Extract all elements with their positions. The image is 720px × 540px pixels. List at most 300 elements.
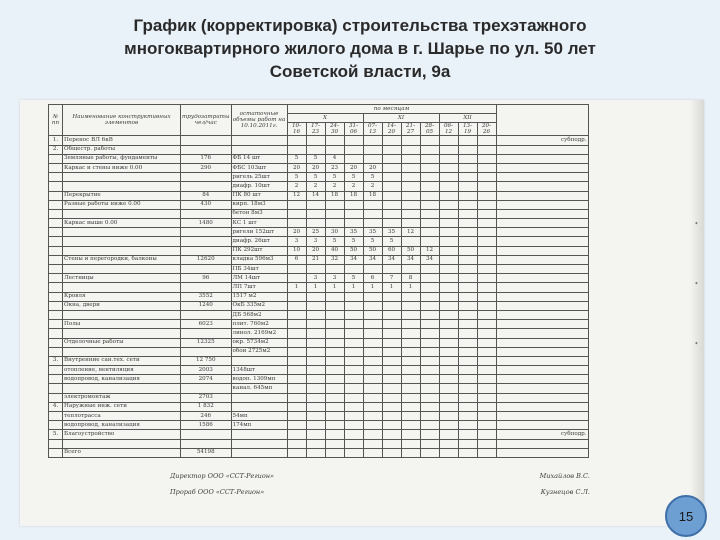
week-cell (458, 338, 477, 347)
week-cell: 18 (344, 191, 363, 200)
week-cell (458, 200, 477, 209)
week-cell: 2 (306, 182, 325, 191)
week-cell (382, 265, 401, 274)
week-cell (325, 412, 344, 421)
week-cell (306, 145, 325, 154)
week-cell: 1 (363, 283, 382, 292)
labor-cost (181, 182, 232, 191)
week-cell (458, 375, 477, 384)
week-cell: 5 (287, 154, 306, 163)
week-cell (477, 145, 496, 154)
row-note (496, 412, 588, 421)
week-cell (477, 209, 496, 218)
week-cell (458, 191, 477, 200)
remaining-volume (231, 145, 287, 154)
row-number (49, 209, 63, 218)
week-cell (325, 200, 344, 209)
row-note (496, 329, 588, 338)
week-cell (477, 200, 496, 209)
week-cell (477, 448, 496, 457)
row-number (49, 255, 63, 264)
element-name (63, 173, 181, 182)
week-cell (420, 182, 439, 191)
week-cell (382, 200, 401, 209)
element-name: Перекрытие (63, 191, 181, 200)
row-number (49, 301, 63, 310)
week-cell: 5 (382, 237, 401, 246)
week-cell (420, 292, 439, 301)
week-cell (325, 384, 344, 393)
labor-cost: 2703 (181, 393, 232, 402)
element-name (63, 237, 181, 246)
week-cell (306, 439, 325, 448)
labor-cost (181, 430, 232, 439)
week-cell (344, 439, 363, 448)
row-number (49, 421, 63, 430)
week-cell: 34 (401, 255, 420, 264)
table-row (49, 191, 589, 200)
week-cell (344, 356, 363, 365)
signature-row (170, 488, 590, 504)
week-cell (439, 200, 458, 209)
week-cell (420, 237, 439, 246)
week-cell (439, 329, 458, 338)
row-number (49, 448, 63, 457)
week-cell (306, 366, 325, 375)
labor-cost (181, 347, 232, 356)
week-cell (344, 320, 363, 329)
week-cell (439, 356, 458, 365)
week-cell: 14 (306, 191, 325, 200)
week-header: 28-05 (420, 123, 439, 136)
week-cell: 34 (363, 255, 382, 264)
week-cell (458, 412, 477, 421)
week-cell (439, 402, 458, 411)
row-note (496, 366, 588, 375)
week-cell (382, 421, 401, 430)
week-cell (439, 292, 458, 301)
row-note (496, 439, 588, 448)
week-cell (382, 356, 401, 365)
week-header: 14-20 (382, 123, 401, 136)
week-cell (306, 356, 325, 365)
week-cell (306, 412, 325, 421)
week-cell (420, 347, 439, 356)
week-cell: 60 (382, 246, 401, 255)
element-name: отопление, вентиляция (63, 366, 181, 375)
week-cell: 5 (344, 237, 363, 246)
title-line-1: График (корректировка) строительства трехэтажного (133, 16, 587, 35)
row-note (496, 274, 588, 283)
row-number (49, 366, 63, 375)
week-cell (458, 246, 477, 255)
week-cell (458, 154, 477, 163)
week-cell (439, 301, 458, 310)
element-name: Всего (63, 448, 181, 457)
week-cell (287, 412, 306, 421)
week-cell: 20 (287, 228, 306, 237)
week-cell (401, 173, 420, 182)
title-line-3: Советской власти, 9а (269, 62, 451, 81)
row-number (49, 219, 63, 228)
week-cell (477, 292, 496, 301)
week-cell (325, 145, 344, 154)
week-cell: 18 (325, 191, 344, 200)
row-number: 3. (49, 356, 63, 365)
week-cell (306, 375, 325, 384)
week-cell (306, 402, 325, 411)
remaining-volume: канал. 645мп (231, 384, 287, 393)
remaining-volume: кирп. 18м3 (231, 200, 287, 209)
week-cell (325, 136, 344, 145)
week-cell (306, 393, 325, 402)
week-cell (477, 228, 496, 237)
signature-title: Прораб ООО «ССТ-Регион» (170, 488, 265, 496)
week-cell (344, 402, 363, 411)
row-number (49, 384, 63, 393)
week-cell: 1 (344, 283, 363, 292)
week-cell (382, 191, 401, 200)
week-cell (401, 430, 420, 439)
row-number (49, 228, 63, 237)
week-cell (420, 384, 439, 393)
row-note (496, 402, 588, 411)
week-cell (458, 320, 477, 329)
week-cell (382, 301, 401, 310)
week-cell (420, 228, 439, 237)
week-cell (401, 356, 420, 365)
week-cell (477, 366, 496, 375)
week-cell (477, 329, 496, 338)
week-header: 10-16 (287, 123, 306, 136)
header-months: по месяцам (287, 105, 496, 114)
week-cell: 18 (363, 191, 382, 200)
labor-cost (181, 329, 232, 338)
week-cell (382, 393, 401, 402)
signature-row (170, 472, 590, 488)
row-number (49, 292, 63, 301)
week-cell (477, 402, 496, 411)
labor-cost: 12620 (181, 255, 232, 264)
week-cell (382, 292, 401, 301)
row-note (496, 182, 588, 191)
week-cell (363, 402, 382, 411)
week-cell (401, 448, 420, 457)
week-cell (287, 448, 306, 457)
week-cell (401, 347, 420, 356)
week-cell (382, 320, 401, 329)
week-cell (363, 366, 382, 375)
week-cell: 2 (287, 182, 306, 191)
week-cell (363, 200, 382, 209)
row-note (496, 173, 588, 182)
week-cell (458, 366, 477, 375)
remaining-volume: бетон 8м3 (231, 209, 287, 218)
week-cell (439, 173, 458, 182)
week-cell (344, 265, 363, 274)
week-cell (382, 412, 401, 421)
week-cell (325, 366, 344, 375)
week-cell (325, 292, 344, 301)
element-name: теплотрасса (63, 412, 181, 421)
remaining-volume: ОкБ 335м2 (231, 301, 287, 310)
week-cell (477, 301, 496, 310)
week-cell (420, 412, 439, 421)
table-row (49, 145, 589, 154)
week-cell (458, 421, 477, 430)
week-cell (458, 301, 477, 310)
row-number (49, 182, 63, 191)
row-note (496, 200, 588, 209)
week-cell (458, 255, 477, 264)
row-number (49, 412, 63, 421)
week-cell (382, 182, 401, 191)
week-cell (363, 375, 382, 384)
week-cell (287, 375, 306, 384)
scanned-schedule (20, 100, 704, 526)
labor-cost: 84 (181, 191, 232, 200)
element-name: Земляные работы, фундаменты (63, 154, 181, 163)
table-row (49, 393, 589, 402)
remaining-volume: кладка 596м3 (231, 255, 287, 264)
week-cell: 12 (287, 191, 306, 200)
element-name (63, 347, 181, 356)
week-cell: 20 (363, 163, 382, 172)
table-row (49, 448, 589, 457)
week-cell (287, 136, 306, 145)
week-cell (420, 448, 439, 457)
week-cell (325, 301, 344, 310)
labor-cost: 246 (181, 412, 232, 421)
week-cell: 20 (287, 163, 306, 172)
row-note (496, 338, 588, 347)
week-cell: 7 (382, 274, 401, 283)
week-cell (363, 356, 382, 365)
remaining-volume (231, 356, 287, 365)
week-cell: 34 (420, 255, 439, 264)
week-cell (382, 338, 401, 347)
week-cell (344, 136, 363, 145)
remaining-volume: линол. 2169м2 (231, 329, 287, 338)
week-cell (477, 255, 496, 264)
row-note (496, 393, 588, 402)
remaining-volume: плит. 760м2 (231, 320, 287, 329)
week-header: 17-23 (306, 123, 325, 136)
week-cell (477, 136, 496, 145)
week-cell (306, 329, 325, 338)
table-row (49, 237, 589, 246)
row-number (49, 329, 63, 338)
remaining-volume: ригель 25шт (231, 173, 287, 182)
week-cell: 20 (306, 163, 325, 172)
week-cell (287, 209, 306, 218)
week-header: 24-30 (325, 123, 344, 136)
week-cell (401, 200, 420, 209)
week-cell (439, 347, 458, 356)
week-header: 21-27 (401, 123, 420, 136)
labor-cost (181, 209, 232, 218)
week-cell (439, 265, 458, 274)
row-note (496, 375, 588, 384)
week-cell (287, 356, 306, 365)
week-cell (382, 384, 401, 393)
week-cell (420, 338, 439, 347)
week-cell (363, 412, 382, 421)
week-cell (420, 301, 439, 310)
remaining-volume: водоп. 1309мп (231, 375, 287, 384)
element-name: Лестницы (63, 274, 181, 283)
remaining-volume (231, 448, 287, 457)
week-cell: 12 (420, 246, 439, 255)
week-cell (382, 310, 401, 319)
row-number (49, 237, 63, 246)
week-cell (458, 448, 477, 457)
week-cell (306, 200, 325, 209)
remaining-volume: 1348шт (231, 366, 287, 375)
week-cell: 5 (306, 154, 325, 163)
week-cell (458, 237, 477, 246)
row-note (496, 421, 588, 430)
week-cell (477, 338, 496, 347)
week-cell (306, 209, 325, 218)
week-cell (382, 219, 401, 228)
week-cell (363, 265, 382, 274)
week-cell (344, 421, 363, 430)
week-cell (420, 402, 439, 411)
week-cell (401, 191, 420, 200)
week-cell (325, 375, 344, 384)
labor-cost (181, 228, 232, 237)
week-cell (439, 136, 458, 145)
week-cell (477, 246, 496, 255)
week-cell (420, 219, 439, 228)
week-cell (401, 338, 420, 347)
labor-cost: 1480 (181, 219, 232, 228)
week-cell (344, 292, 363, 301)
week-cell (287, 430, 306, 439)
week-cell (439, 310, 458, 319)
week-cell: 5 (325, 173, 344, 182)
week-cell (287, 329, 306, 338)
week-cell (363, 393, 382, 402)
labor-cost (181, 384, 232, 393)
signature-block (170, 472, 590, 504)
week-cell (458, 228, 477, 237)
week-cell (287, 402, 306, 411)
table-row (49, 219, 589, 228)
row-note (496, 209, 588, 218)
week-cell: 6 (363, 274, 382, 283)
remaining-volume: ПБ 34шт (231, 265, 287, 274)
week-header: 07-13 (363, 123, 382, 136)
table-row (49, 246, 589, 255)
week-cell (420, 366, 439, 375)
week-cell (287, 393, 306, 402)
week-cell (325, 448, 344, 457)
table-row (49, 200, 589, 209)
title-line-2: многоквартирного жилого дома в г. Шарье по ул. 50 лет (124, 39, 596, 58)
week-cell (420, 154, 439, 163)
week-cell (325, 219, 344, 228)
labor-cost: 430 (181, 200, 232, 209)
table-row (49, 292, 589, 301)
row-number: 4. (49, 402, 63, 411)
header-no: № пп (49, 105, 63, 136)
row-note (496, 237, 588, 246)
week-cell (401, 384, 420, 393)
week-cell (363, 310, 382, 319)
week-cell: 21 (306, 255, 325, 264)
week-cell (439, 448, 458, 457)
row-note (496, 384, 588, 393)
week-cell (420, 209, 439, 218)
week-cell (382, 347, 401, 356)
week-cell (344, 430, 363, 439)
element-name (63, 209, 181, 218)
remaining-volume: диафр. 26шт (231, 237, 287, 246)
week-cell (458, 182, 477, 191)
element-name (63, 310, 181, 319)
week-cell (477, 182, 496, 191)
week-cell (401, 375, 420, 384)
week-cell (287, 219, 306, 228)
labor-cost: 1 832 (181, 402, 232, 411)
element-name: Благоустройство (63, 430, 181, 439)
week-cell (439, 375, 458, 384)
row-number (49, 310, 63, 319)
element-name: Перенос ВЛ 6кВ (63, 136, 181, 145)
week-cell (420, 310, 439, 319)
labor-cost: 96 (181, 274, 232, 283)
week-cell (287, 421, 306, 430)
week-cell (439, 283, 458, 292)
element-name (63, 265, 181, 274)
week-cell (306, 338, 325, 347)
week-cell (458, 219, 477, 228)
week-cell (401, 421, 420, 430)
week-cell (439, 191, 458, 200)
week-cell (382, 154, 401, 163)
signature-person: Кузнецов С.Л. (540, 488, 590, 496)
week-cell (287, 347, 306, 356)
week-cell (363, 329, 382, 338)
table-row (49, 301, 589, 310)
month-header: XII (439, 114, 496, 123)
table-row (49, 356, 589, 365)
week-cell: 40 (325, 246, 344, 255)
week-cell (363, 219, 382, 228)
week-cell (401, 136, 420, 145)
table-row (49, 384, 589, 393)
row-number (49, 393, 63, 402)
week-cell (325, 393, 344, 402)
week-cell: 3 (325, 274, 344, 283)
remaining-volume: 174мп (231, 421, 287, 430)
labor-cost: 12 750 (181, 356, 232, 365)
week-cell (420, 283, 439, 292)
week-cell (420, 430, 439, 439)
table-row (49, 412, 589, 421)
row-note (496, 228, 588, 237)
week-cell (382, 173, 401, 182)
row-note (496, 283, 588, 292)
remaining-volume (231, 430, 287, 439)
signature-title: Директор ООО «ССТ-Регион» (170, 472, 275, 480)
week-cell (477, 393, 496, 402)
element-name (63, 384, 181, 393)
week-cell (401, 412, 420, 421)
row-number: 2. (49, 145, 63, 154)
